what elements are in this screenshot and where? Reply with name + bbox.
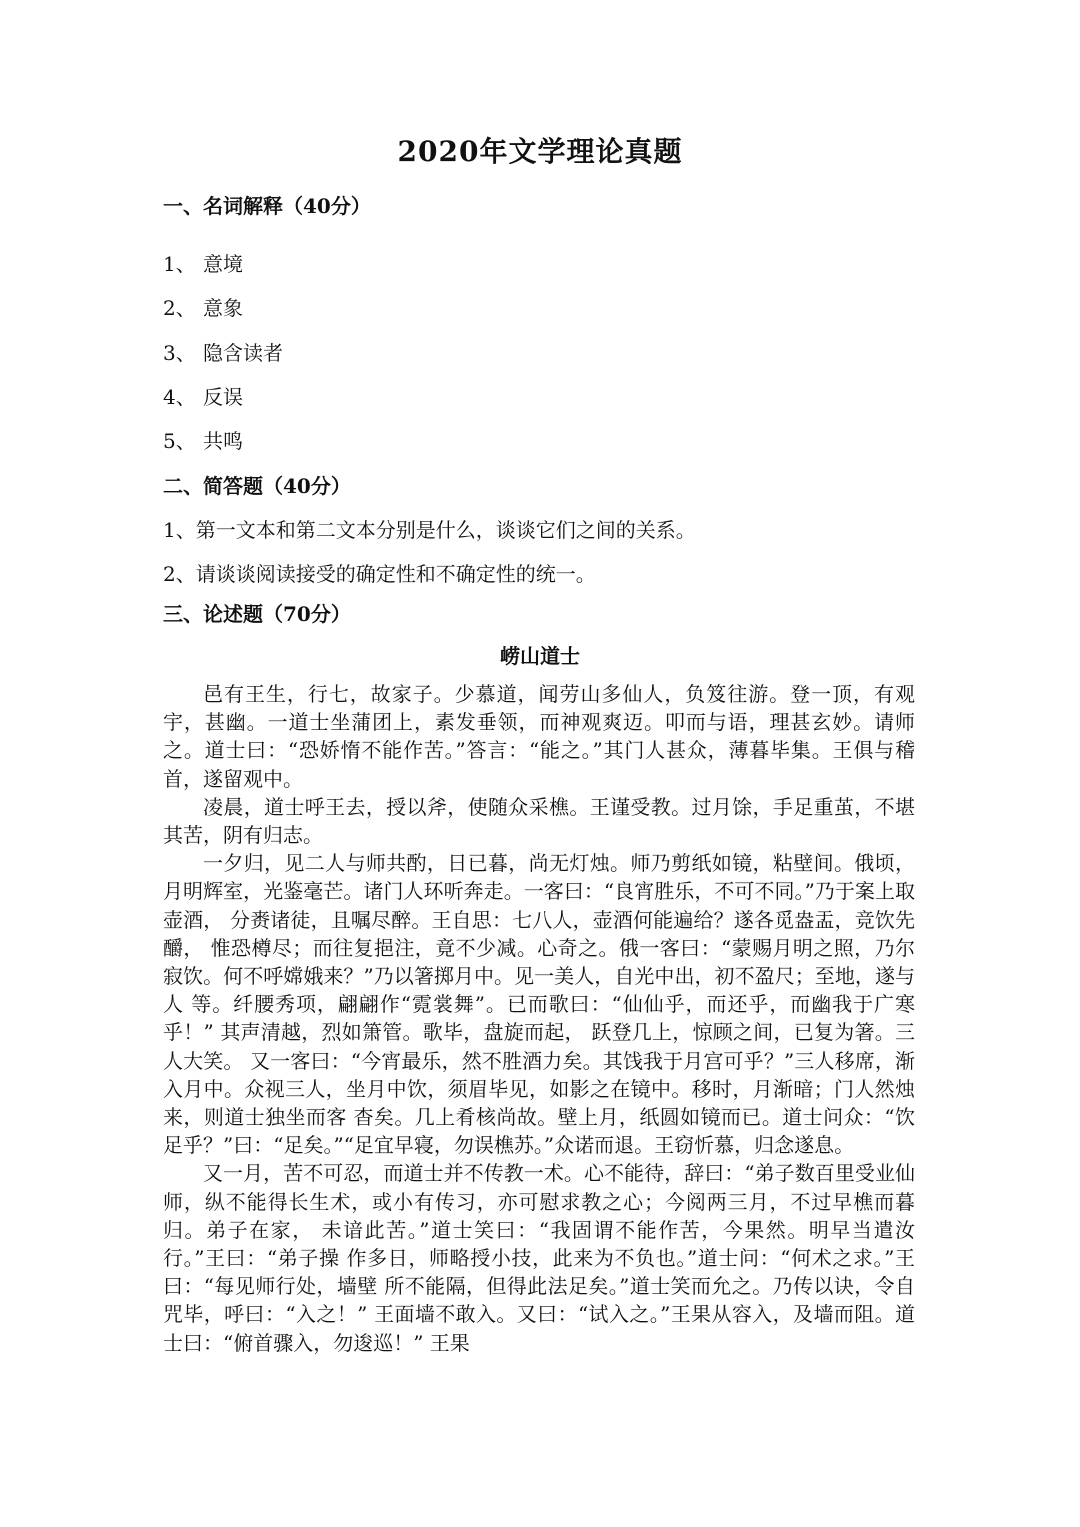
essay-body: [163, 680, 915, 1357]
section-heading-short-answer: 二、简答题（40分）: [163, 474, 351, 498]
question-item: 2、请谈谈阅读接受的确定性和不确定性的统一。: [163, 562, 596, 586]
term-text: 隐含读者: [203, 341, 283, 365]
section-heading-terms: 一、名词解释（40分）: [163, 194, 371, 218]
document-title: 2020年文学理论真题: [397, 135, 683, 168]
term-number: 1、: [163, 252, 196, 276]
term-text: 反误: [203, 385, 243, 409]
term-item: [163, 337, 283, 366]
term-number: 2、: [163, 296, 196, 320]
term-text: 共鸣: [203, 429, 243, 453]
section-heading-essay: 三、论述题（70分）: [163, 602, 351, 626]
term-item: [163, 292, 243, 321]
term-number: 5、: [163, 429, 196, 453]
question-item: 1、第一文本和第二文本分别是什么，谈谈它们之间的关系。: [163, 518, 696, 542]
essay-paragraph: 邑有王生，行七，故家子。少慕道，闻劳山多仙人，负笈往游。登一顶，有观宇，甚幽。一道士坐蒲团上，素发垂领，而神观爽迈。叩而与语，理甚玄妙。请师之。道士曰：“恐娇惰不能作苦。”答言：“能之。”其门人甚众，薄暮毕集。王俱与稽 首，遂留观中。: [163, 682, 915, 791]
essay-paragraph: 凌晨，道士呼王去，授以斧，使随众采樵。王谨受教。过月馀，手足重茧，不堪其苦，阴有归志。: [163, 794, 915, 848]
term-number: 4、: [163, 385, 196, 409]
term-number: 3、: [163, 341, 196, 365]
essay-paragraph: 又一月，苦不可忍，而道士并不传教一术。心不能待，辞曰：“弟子数百里受业仙师，纵不能得长生术，或小有传习，亦可慰求教之心；今阅两三月，不过早樵而暮归。弟子在家， 未谙此苦。”道士笑曰：“我固谓不能作苦，今果然。明早当遣汝行。”王曰：“弟子操 作多日，师略授小技，此来为不负也。”道士问：“何术之求。”王曰：“每见师行处，墙壁 所不能隔，但得此法足矣。”道士笑而允之。乃传以诀，令自咒毕，呼曰：“入之！” 王面墙不敢入。又曰：“试入之。”王果从容入，及墙而阻。道士曰：“俯首骤入，勿逡巡！” 王果: [163, 1161, 915, 1355]
term-text: 意象: [203, 296, 243, 320]
term-item: [163, 248, 243, 277]
term-item: [163, 425, 243, 454]
term-item: [163, 381, 243, 410]
essay-paragraph: 一夕归，见二人与师共酌，日已暮，尚无灯烛。师乃剪纸如镜，粘壁间。俄顷，月明辉室，光鉴毫芒。诸门人环听奔走。一客曰：“良宵胜乐，不可不同。”乃于案上取壶酒， 分赉诸徒，且嘱尽醉。王自思：七八人，壶酒何能遍给？遂各觅盎盂，竞饮先釂， 惟恐樽尽；而往复挹注，竟不少减。心奇之。俄一客曰：“蒙赐月明之照，乃尔寂饮。何不呼嫦娥来？”乃以箸掷月中。见一美人，自光中出，初不盈尺；至地，遂与人 等。纤腰秀项，翩翩作“霓裳舞”。已而歌曰：“仙仙乎，而还乎，而幽我于广寒乎！” 其声清越，烈如箫管。歌毕，盘旋而起， 跃登几上，惊顾之间，已复为箸。三人大笑。 又一客曰：“今宵最乐，然不胜酒力矣。其饯我于月宫可乎？”三人移席，渐入月中。众视三人，坐月中饮，须眉毕见，如影之在镜中。移时，月渐暗；门人然烛来，则道士独坐而客 杳矣。几上肴核尚故。壁上月，纸圆如镜而已。道士问众：“饮足乎？”曰：“足矣。”“足宜早寝，勿误樵苏。”众诺而退。王窃忻慕，归念遂息。: [163, 851, 915, 1158]
term-text: 意境: [203, 252, 243, 276]
essay-title: 崂山道士: [500, 644, 580, 668]
